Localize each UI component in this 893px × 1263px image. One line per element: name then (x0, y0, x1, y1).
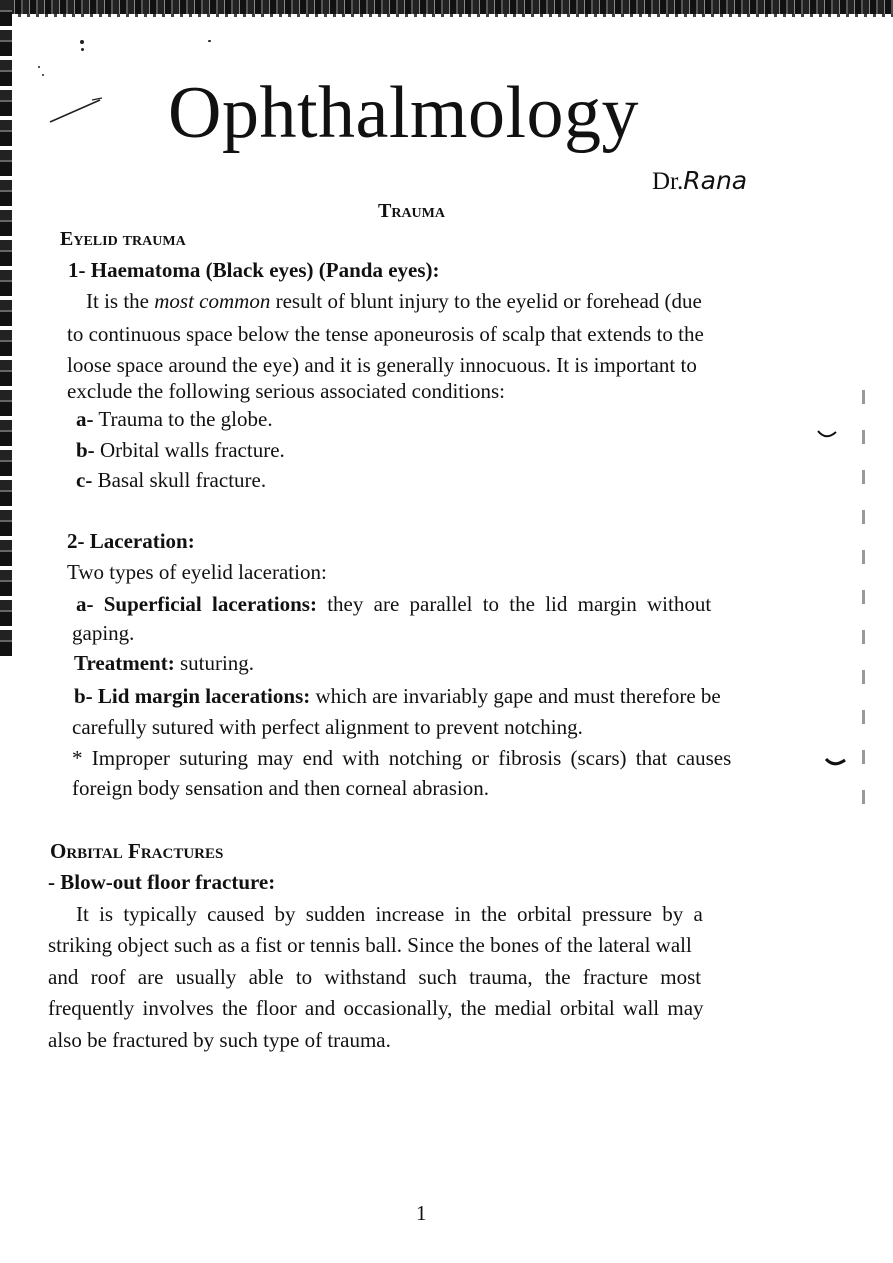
blowout-heading: - Blow-out floor fracture: (48, 870, 276, 894)
orbital-fractures-heading: Orbital Fractures (50, 839, 224, 863)
list-item: a- Trauma to the globe. (76, 407, 273, 431)
laceration-heading: 2- Laceration: (67, 529, 195, 553)
author (652, 166, 747, 196)
list-item: a- Superficial lacerations: they are parallel to the lid margin without (76, 592, 712, 616)
ink-speck (81, 48, 84, 51)
list-item: b- Orbital walls fracture. (76, 438, 285, 462)
author-signature: Rana (683, 166, 748, 195)
page-title: Ophthalmology (168, 72, 640, 154)
paragraph-line: * Improper suturing may end with notching or fibrosis (scars) that causes (72, 746, 732, 770)
ink-speck (42, 74, 44, 76)
paragraph-line: It is typically caused by sudden increase in the orbital pressure by a (76, 902, 703, 926)
pen-stroke-mark (48, 96, 108, 126)
ink-speck (38, 66, 40, 68)
haematoma-heading: 1- Haematoma (Black eyes) (Panda eyes): (68, 258, 440, 282)
list-item: Treatment: suturing. (74, 651, 255, 675)
ink-speck (80, 40, 84, 44)
paragraph-line: foreign body sensation and then corneal abrasion. (72, 776, 489, 800)
scan-edge-top-noise (0, 14, 893, 17)
section-title: Trauma (378, 200, 445, 222)
author-prefix: Dr. (652, 168, 684, 195)
paragraph-line: loose space around the eye) and it is generally innocuous. It is important to (67, 353, 697, 377)
paragraph-line: gaping. (72, 621, 135, 645)
paragraph-line: carefully sutured with perfect alignment to prevent notching. (72, 715, 583, 739)
list-item: c- Basal skull fracture. (76, 468, 267, 492)
margin-tick-mark (816, 428, 838, 442)
paragraph-line: to continuous space below the tense aponeurosis of scalp that extends to the (67, 322, 704, 346)
scan-edge-right (862, 390, 865, 810)
paragraph-line: striking object such as a fist or tennis ball. Since the bones of the lateral wall (48, 933, 692, 957)
paragraph-line: Two types of eyelid laceration: (67, 560, 327, 584)
paragraph-line: frequently involves the floor and occasionally, the medial orbital wall may (48, 996, 704, 1020)
margin-tick-mark (824, 754, 848, 768)
ink-speck (208, 40, 211, 42)
paragraph-line: It is the most common result of blunt injury to the eyelid or forehead (due (86, 289, 702, 313)
scan-edge-left (0, 0, 12, 660)
page-number: 1 (416, 1201, 427, 1225)
paragraph-line: also be fractured by such type of trauma. (48, 1028, 391, 1052)
eyelid-trauma-heading: Eyelid trauma (60, 228, 186, 250)
list-item: b- Lid margin lacerations: which are invariably gape and must therefore be (74, 684, 721, 708)
paragraph-line: exclude the following serious associated conditions: (67, 379, 505, 403)
paragraph-line: and roof are usually able to withstand such trauma, the fracture most (48, 965, 702, 989)
scan-edge-top (0, 0, 893, 14)
